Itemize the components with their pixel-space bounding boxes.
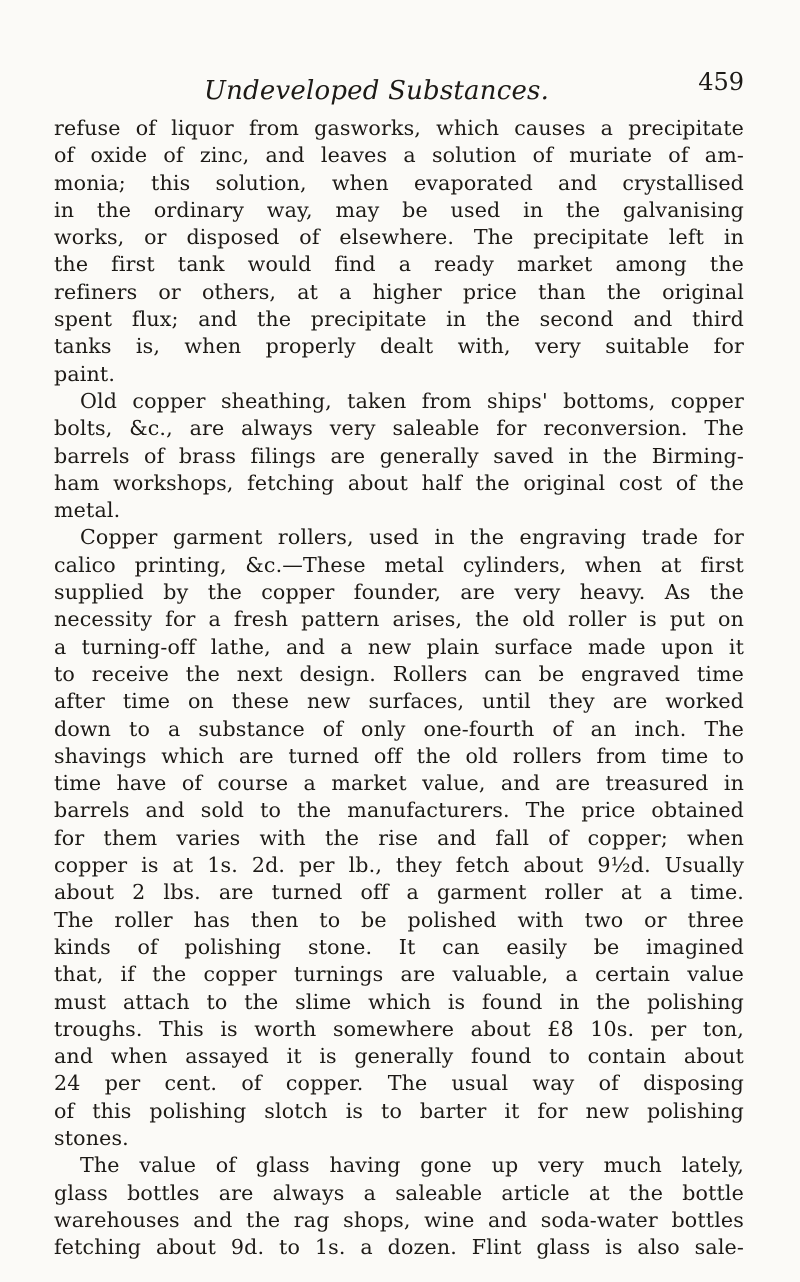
page-header <box>54 70 744 110</box>
text-line: warehouses and the rag shops, wine and soda-water bottles <box>54 1207 744 1232</box>
text-line: monia; this solution, when evaporated and crystallised <box>54 170 744 195</box>
body-text <box>54 115 744 1261</box>
text-line: the first tank would find a ready market among the <box>54 252 744 277</box>
text-line: that, if the copper turnings are valuable, a certain value <box>54 962 744 987</box>
text-line: must attach to the slime which is found in the polishing <box>54 989 744 1014</box>
text-line: tanks is, when properly dealt with, very suitable for <box>54 334 744 359</box>
text-line: to receive the next design. Rollers can be engraved time <box>54 661 744 686</box>
page-number: 459 <box>698 68 744 96</box>
text-line: 24 per cent. of copper. The usual way of disposing <box>54 1071 744 1096</box>
text-line: calico printing, &c.—These metal cylinders, when at first <box>54 552 744 577</box>
text-line: and when assayed it is generally found to contain about <box>54 1044 744 1069</box>
text-line: The value of glass having gone up very much lately, <box>80 1153 744 1178</box>
text-line: down to a substance of only one-fourth of an inch. The <box>54 716 744 741</box>
text-line: of this polishing slotch is to barter it for new polishing <box>54 1098 744 1123</box>
text-line: barrels of brass filings are generally saved in the Birming- <box>54 443 744 468</box>
text-line: supplied by the copper founder, are very heavy. As the <box>54 580 744 605</box>
text-line: stones. <box>54 1125 129 1150</box>
text-line: glass bottles are always a saleable article at the bottle <box>54 1180 744 1205</box>
text-line: fetching about 9d. to 1s. a dozen. Flint glass is also sale- <box>54 1235 744 1260</box>
text-line: copper is at 1s. 2d. per lb., they fetch about 9½d. Usually <box>54 853 744 878</box>
text-line: a turning-off lathe, and a new plain surface made upon it <box>54 634 744 659</box>
text-line: ham workshops, fetching about half the original cost of the <box>54 470 744 495</box>
text-line: The roller has then to be polished with two or three <box>54 907 744 932</box>
text-line: barrels and sold to the manufacturers. The price obtained <box>54 798 744 823</box>
text-line: after time on these new surfaces, until they are worked <box>54 689 744 714</box>
text-line: troughs. This is worth somewhere about £8 10s. per ton, <box>54 1016 744 1041</box>
text-line: Copper garment rollers, used in the engraving trade for <box>80 525 744 550</box>
text-line: kinds of polishing stone. It can easily be imagined <box>54 934 744 959</box>
text-line: works, or disposed of elsewhere. The precipitate left in <box>54 225 744 250</box>
text-line: in the ordinary way, may be used in the galvanising <box>54 197 744 222</box>
text-line: necessity for a fresh pattern arises, the old roller is put on <box>54 607 744 632</box>
text-line: refuse of liquor from gasworks, which causes a precipitate <box>54 116 744 140</box>
text-line: time have of course a market value, and are treasured in <box>54 771 744 796</box>
text-line: paint. <box>54 361 116 386</box>
text-line: refiners or others, at a higher price than the original <box>54 279 744 304</box>
text-line: bolts, &c., are always very saleable for reconversion. The <box>54 416 744 441</box>
text-line: metal. <box>54 498 121 523</box>
text-line: for them varies with the rise and fall of copper; when <box>54 825 744 850</box>
text-line: Old copper sheathing, taken from ships' bottoms, copper <box>80 388 744 413</box>
running-title: Undeveloped Substances. <box>204 76 550 106</box>
text-line: about 2 lbs. are turned off a garment roller at a time. <box>54 880 744 905</box>
text-line: spent flux; and the precipitate in the second and third <box>54 307 744 332</box>
text-line: of oxide of zinc, and leaves a solution of muriate of am- <box>54 143 744 168</box>
text-line: shavings which are turned off the old rollers from time to <box>54 743 744 768</box>
